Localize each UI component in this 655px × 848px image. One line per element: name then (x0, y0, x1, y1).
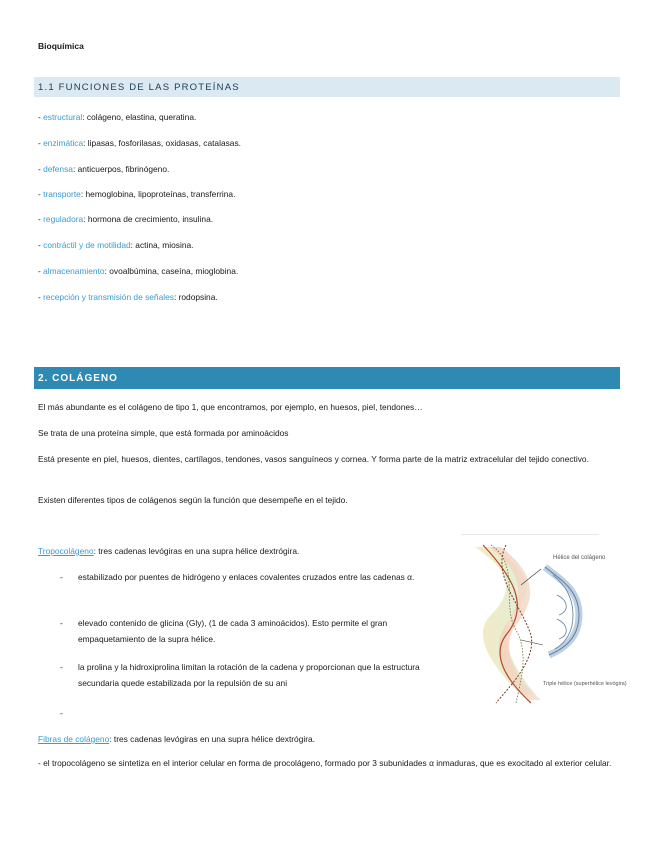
paragraph: El más abundante es el colágeno de tipo 1, que encontramos, por ejemplo, en huesos, piel, tendones… (38, 402, 423, 412)
bullet-text: estabilizado por puentes de hidrógeno y enlaces covalentes cruzados entre las cadenas α. (78, 572, 415, 582)
paragraph: Se trata de una proteína simple, que está formada por aminoácidos (38, 428, 289, 438)
document-header: Bioquímica (38, 41, 84, 51)
function-term: almacenamiento (43, 266, 105, 276)
function-item: - enzimática: lipasas, fosforilasas, oxidasas, catalasas. (38, 138, 241, 148)
function-item: - contráctil y de motilidad: actina, miosina. (38, 240, 194, 250)
bullet-marker: - (60, 708, 63, 718)
function-term: defensa (43, 164, 73, 174)
paragraph: - el tropocolágeno se sintetiza en el interior celular en forma de procolágeno, formado por 3 subunidades α inmaduras, que es exocitado al exterior celular. (38, 758, 612, 768)
function-item: - almacenamiento: ovoalbúmina, caseína, mioglobina. (38, 266, 239, 276)
bullet-text: la prolina y la hidroxiprolina limitan la rotación de la cadena y proporcionan que la estructura secundaria quede estabilizada por la repulsión de su ani (78, 662, 420, 688)
bullet-text: elevado contenido de glicina (Gly), (1 de cada 3 aminoácidos). Esto permite el gran empaquetamiento de la supra hélice. (78, 618, 388, 644)
function-item: - defensa: anticuerpos, fibrinógeno. (38, 164, 170, 174)
function-term: contráctil y de motilidad (43, 240, 131, 250)
figure-label-bottom: Triple hélice (superhélice levógira) (543, 681, 627, 687)
fibras-link[interactable]: Fibras de colágeno (38, 734, 110, 744)
function-term: transporte (43, 189, 81, 199)
function-item: - reguladora: hormona de crecimiento, insulina. (38, 214, 214, 224)
fibras-line: Fibras de colágeno: tres cadenas levógiras en una supra hélice dextrógira. (38, 734, 316, 744)
bullet-marker: - (60, 662, 63, 672)
function-term: enzimática (43, 138, 84, 148)
bullet-marker: - (60, 572, 63, 582)
function-item: - recepción y transmisión de señales: rodopsina. (38, 292, 218, 302)
collagen-figure (461, 534, 627, 707)
figure-label-top: Hélice del colágeno (553, 555, 606, 561)
paragraph: Está presente en piel, huesos, dientes, cartílagos, tendones, vasos sanguíneos y cornea. Y forma parte de la matriz extracelular del tejido conectivo. (38, 454, 589, 464)
paragraph: Existen diferentes tipos de colágenos según la función que desempeñe en el tejido. (38, 495, 348, 505)
section-1-title: 1.1 FUNCIONES DE LAS PROTEÍNAS (38, 81, 240, 93)
section-1-heading-bar (34, 77, 620, 97)
bullet-marker: - (60, 618, 63, 628)
function-term: estructural (43, 112, 83, 122)
function-item: - transporte: hemoglobina, lipoproteínas, transferrina. (38, 189, 236, 199)
section-2-heading-bar (34, 367, 620, 389)
section-2-title: 2. COLÁGENO (38, 372, 118, 384)
function-item: - estructural: colágeno, elastina, queratina. (38, 112, 197, 122)
tropocolageno-link[interactable]: Tropocolágeno (38, 546, 94, 556)
tropocolageno-line: Tropocolágeno: tres cadenas levógiras en una supra hélice dextrógira. (38, 546, 300, 556)
collagen-helix-illustration (461, 535, 627, 707)
function-term: reguladora (43, 214, 84, 224)
function-term: recepción y transmisión de señales (43, 292, 174, 302)
